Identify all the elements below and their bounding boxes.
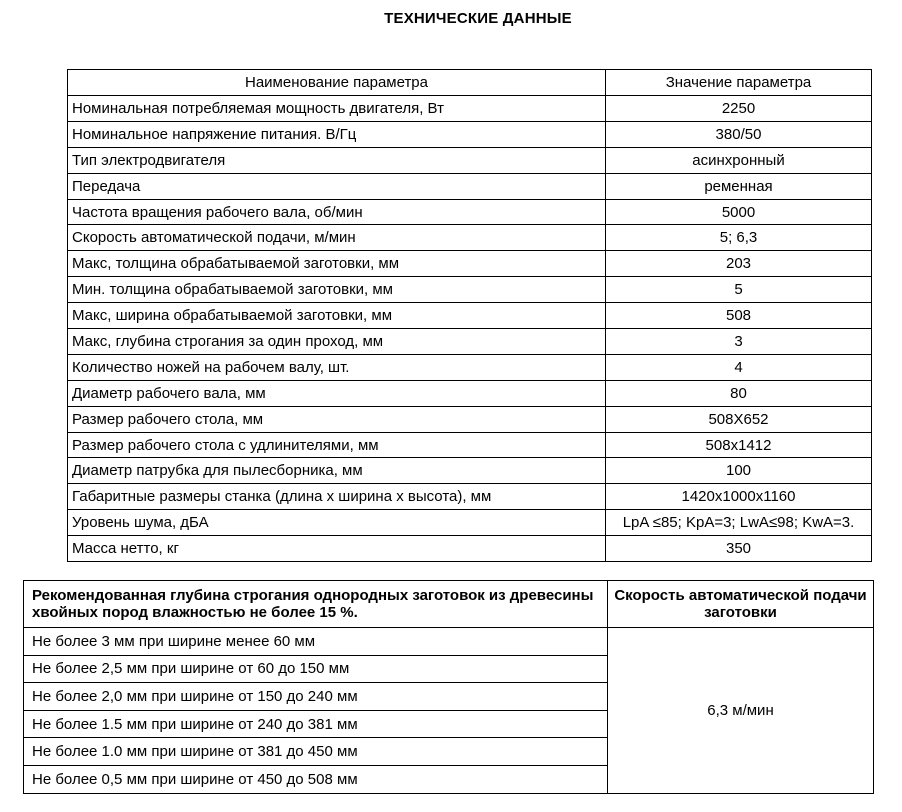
spec-header-name: Наименование параметра xyxy=(68,70,606,96)
recommend-header-row xyxy=(24,581,874,628)
table-row xyxy=(68,380,872,406)
table-row xyxy=(68,121,872,147)
table-row xyxy=(24,628,874,656)
table-row xyxy=(68,432,872,458)
param-value: 508Х652 xyxy=(606,406,872,432)
page-title: ТЕХНИЧЕСКИЕ ДАННЫЕ xyxy=(384,10,572,27)
param-name: Номинальная потребляемая мощность двигателя, Вт xyxy=(68,96,606,122)
param-name: Количество ножей на рабочем валу, шт. xyxy=(68,354,606,380)
depth-recommendation: Не более 2,5 мм при ширине от 60 до 150 мм xyxy=(24,655,608,683)
table-row xyxy=(68,96,872,122)
param-name: Уровень шума, дБА xyxy=(68,510,606,536)
spec-header-row xyxy=(68,70,872,96)
spec-table-body xyxy=(68,96,872,562)
param-value: 380/50 xyxy=(606,121,872,147)
param-value: ременная xyxy=(606,173,872,199)
param-value: LpA ≤85; KpA=3; LwA≤98; KwA=3. xyxy=(606,510,872,536)
depth-recommendation: Не более 0,5 мм при ширине от 450 до 508 мм xyxy=(24,765,608,793)
param-value: 5; 6,3 xyxy=(606,225,872,251)
param-name: Макс, толщина обрабатываемой заготовки, мм xyxy=(68,251,606,277)
param-name: Диаметр рабочего вала, мм xyxy=(68,380,606,406)
param-name: Размер рабочего стола, мм xyxy=(68,406,606,432)
depth-recommendation: Не более 2,0 мм при ширине от 150 до 240 мм xyxy=(24,683,608,711)
table-row xyxy=(68,510,872,536)
param-name: Макс, ширина обрабатываемой заготовки, мм xyxy=(68,303,606,329)
table-row xyxy=(68,329,872,355)
recommend-table xyxy=(23,580,874,794)
param-value: 1420x1000x1160 xyxy=(606,484,872,510)
feed-speed-value: 6,3 м/мин xyxy=(608,628,874,794)
param-name: Габаритные размеры станка (длина х ширина х высота), мм xyxy=(68,484,606,510)
table-row xyxy=(68,458,872,484)
param-value: 5 xyxy=(606,277,872,303)
recommend-header-depth: Рекомендованная глубина строгания однородных заготовок из древесины хвойных пород влажностью не более 15 %. xyxy=(24,581,608,628)
param-value: 3 xyxy=(606,329,872,355)
recommend-table-body xyxy=(24,628,874,794)
param-name: Диаметр патрубка для пылесборника, мм xyxy=(68,458,606,484)
param-name: Номинальное напряжение питания. В/Гц xyxy=(68,121,606,147)
param-value: асинхронный xyxy=(606,147,872,173)
table-row xyxy=(68,173,872,199)
param-value: 508x1412 xyxy=(606,432,872,458)
table-row xyxy=(68,251,872,277)
depth-recommendation: Не более 1.0 мм при ширине от 381 до 450 мм xyxy=(24,738,608,766)
table-row xyxy=(68,199,872,225)
param-value: 350 xyxy=(606,536,872,562)
depth-recommendation: Не более 3 мм при ширине менее 60 мм xyxy=(24,628,608,656)
param-name: Масса нетто, кг xyxy=(68,536,606,562)
table-row xyxy=(68,536,872,562)
table-row xyxy=(68,406,872,432)
param-value: 80 xyxy=(606,380,872,406)
param-name: Мин. толщина обрабатываемой заготовки, мм xyxy=(68,277,606,303)
param-name: Тип электродвигателя xyxy=(68,147,606,173)
param-name: Скорость автоматической подачи, м/мин xyxy=(68,225,606,251)
param-value: 100 xyxy=(606,458,872,484)
param-name: Размер рабочего стола с удлинителями, мм xyxy=(68,432,606,458)
param-value: 203 xyxy=(606,251,872,277)
spec-header-value: Значение параметра xyxy=(606,70,872,96)
table-row xyxy=(68,147,872,173)
param-value: 4 xyxy=(606,354,872,380)
table-row xyxy=(68,303,872,329)
table-row xyxy=(68,277,872,303)
param-name: Макс, глубина строгания за один проход, мм xyxy=(68,329,606,355)
table-row xyxy=(68,354,872,380)
param-value: 508 xyxy=(606,303,872,329)
spec-table xyxy=(67,69,872,562)
table-row xyxy=(68,225,872,251)
table-row xyxy=(68,484,872,510)
depth-recommendation: Не более 1.5 мм при ширине от 240 до 381 мм xyxy=(24,710,608,738)
recommend-header-speed: Скорость автоматической подачи заготовки xyxy=(608,581,874,628)
param-value: 2250 xyxy=(606,96,872,122)
param-name: Передача xyxy=(68,173,606,199)
param-name: Частота вращения рабочего вала, об/мин xyxy=(68,199,606,225)
param-value: 5000 xyxy=(606,199,872,225)
